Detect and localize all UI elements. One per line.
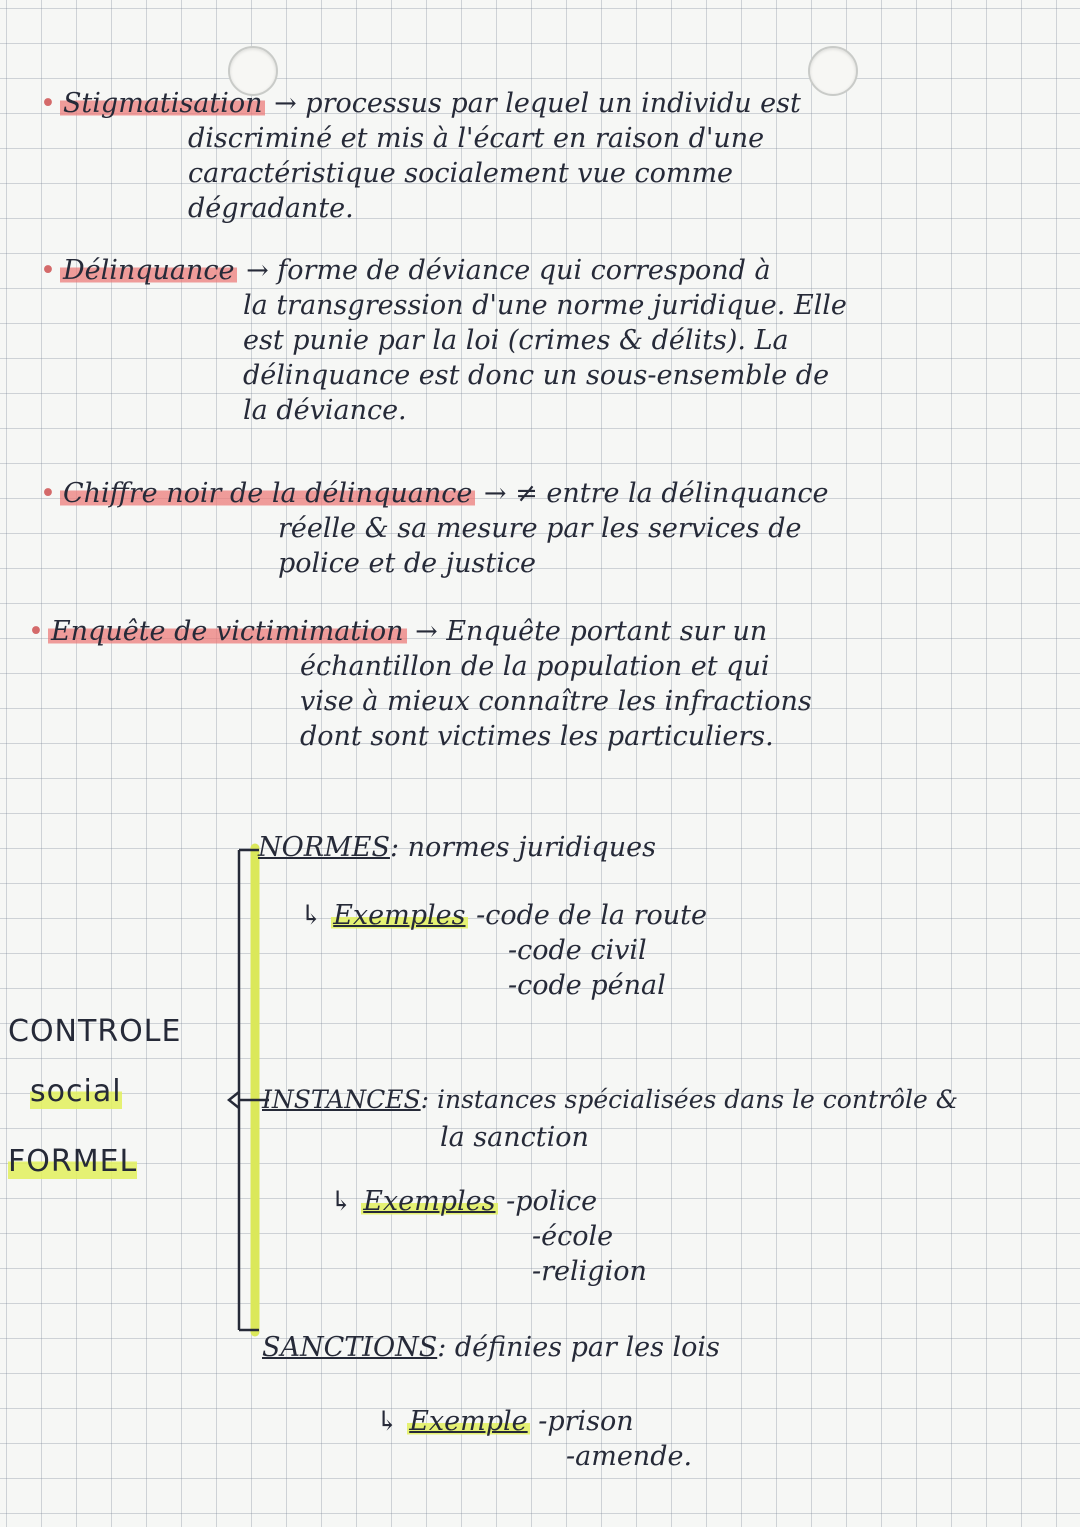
normes-example-item: -code de la route — [476, 900, 707, 931]
definition-line: dégradante. — [188, 193, 354, 224]
arrow-icon: → — [483, 478, 507, 509]
instances-example-item: -religion — [532, 1256, 647, 1287]
definition-line: forme de déviance qui correspond à — [277, 255, 771, 286]
definition-line: la déviance. — [243, 395, 407, 426]
controle-title-line — [30, 1074, 122, 1110]
punch-hole-right — [808, 46, 858, 96]
sanctions-example-item: -prison — [538, 1406, 634, 1437]
sanctions-heading: SANCTIONS — [262, 1332, 438, 1363]
instances-desc-line: la sanction — [440, 1122, 589, 1153]
controle-title-line: CONTROLE — [8, 1014, 182, 1049]
sanctions-desc: : définies par les lois — [437, 1332, 720, 1363]
definition-line: échantillon de la population et qui — [300, 651, 770, 682]
sanctions-examples-label: Exemple — [409, 1406, 528, 1437]
definition-line: vise à mieux connaître les infractions — [300, 686, 812, 717]
term-stigmatisation: Stigmatisation — [60, 88, 266, 119]
bullet-icon: • — [28, 616, 44, 647]
instances-example-item: -école — [532, 1221, 614, 1252]
definition-line: Enquête portant sur un — [446, 616, 768, 647]
bullet-icon: • — [40, 88, 56, 119]
definition-line: la transgression d'une norme juridique. Elle — [243, 290, 847, 321]
arrow-icon: → — [246, 255, 269, 286]
normes-examples-line — [300, 898, 707, 933]
definition-first-line — [40, 253, 771, 288]
normes-example-item: -code civil — [508, 935, 647, 966]
definition-line: processus par lequel un individu est — [305, 88, 801, 119]
definition-line: police et de justice — [278, 548, 536, 579]
definition-line: réelle & sa mesure par les services de — [278, 513, 802, 544]
term-chiffre-noir: Chiffre noir de la délinquance — [60, 478, 475, 509]
normes-example-item: -code pénal — [508, 970, 666, 1001]
definition-first-line — [40, 476, 829, 511]
normes-desc: : normes juridiques — [389, 832, 656, 863]
sanctions-examples-line — [376, 1404, 634, 1439]
instances-examples-label: Exemples — [363, 1186, 496, 1217]
instances-example-item: -police — [506, 1186, 598, 1217]
arrow-icon: → — [274, 88, 297, 119]
definition-line: caractéristique socialement vue comme — [188, 158, 734, 189]
definition-first-line — [28, 614, 767, 649]
normes-examples-label: Exemples — [333, 900, 466, 931]
definition-first-line — [40, 86, 801, 121]
definition-line: discriminé et mis à l'écart en raison d'une — [188, 123, 765, 154]
sanctions-example-item: -amende. — [566, 1441, 693, 1472]
sub-arrow-icon: ↳ — [376, 1406, 399, 1437]
controle-formel-word: FORMEL — [8, 1144, 138, 1179]
bullet-icon: • — [40, 478, 56, 509]
instances-heading-line — [262, 1082, 958, 1117]
definition-line: est punie par la loi (crimes & délits). La — [243, 325, 789, 356]
sanctions-heading-line — [262, 1330, 720, 1365]
instances-examples-line — [330, 1184, 597, 1219]
normes-heading: NORMES — [258, 832, 390, 863]
sub-arrow-icon: ↳ — [330, 1186, 353, 1217]
definition-line: dont sont victimes les particuliers. — [300, 721, 774, 752]
normes-heading-line — [258, 830, 656, 865]
instances-heading: INSTANCES — [262, 1085, 421, 1114]
controle-social-word: social — [30, 1074, 122, 1109]
term-delinquance: Délinquance — [60, 255, 238, 286]
term-enquete-victimation: Enquête de victimimation — [48, 616, 407, 647]
definition-line: ≠ entre la délinquance — [515, 478, 829, 509]
definition-line: délinquance est donc un sous-ensemble de — [243, 360, 830, 391]
controle-title-line — [8, 1144, 137, 1180]
arrow-icon: → — [415, 616, 438, 647]
bullet-icon: • — [40, 255, 56, 286]
instances-desc: : instances spécialisées dans le contrôle & — [420, 1085, 958, 1114]
sub-arrow-icon: ↳ — [300, 900, 323, 931]
